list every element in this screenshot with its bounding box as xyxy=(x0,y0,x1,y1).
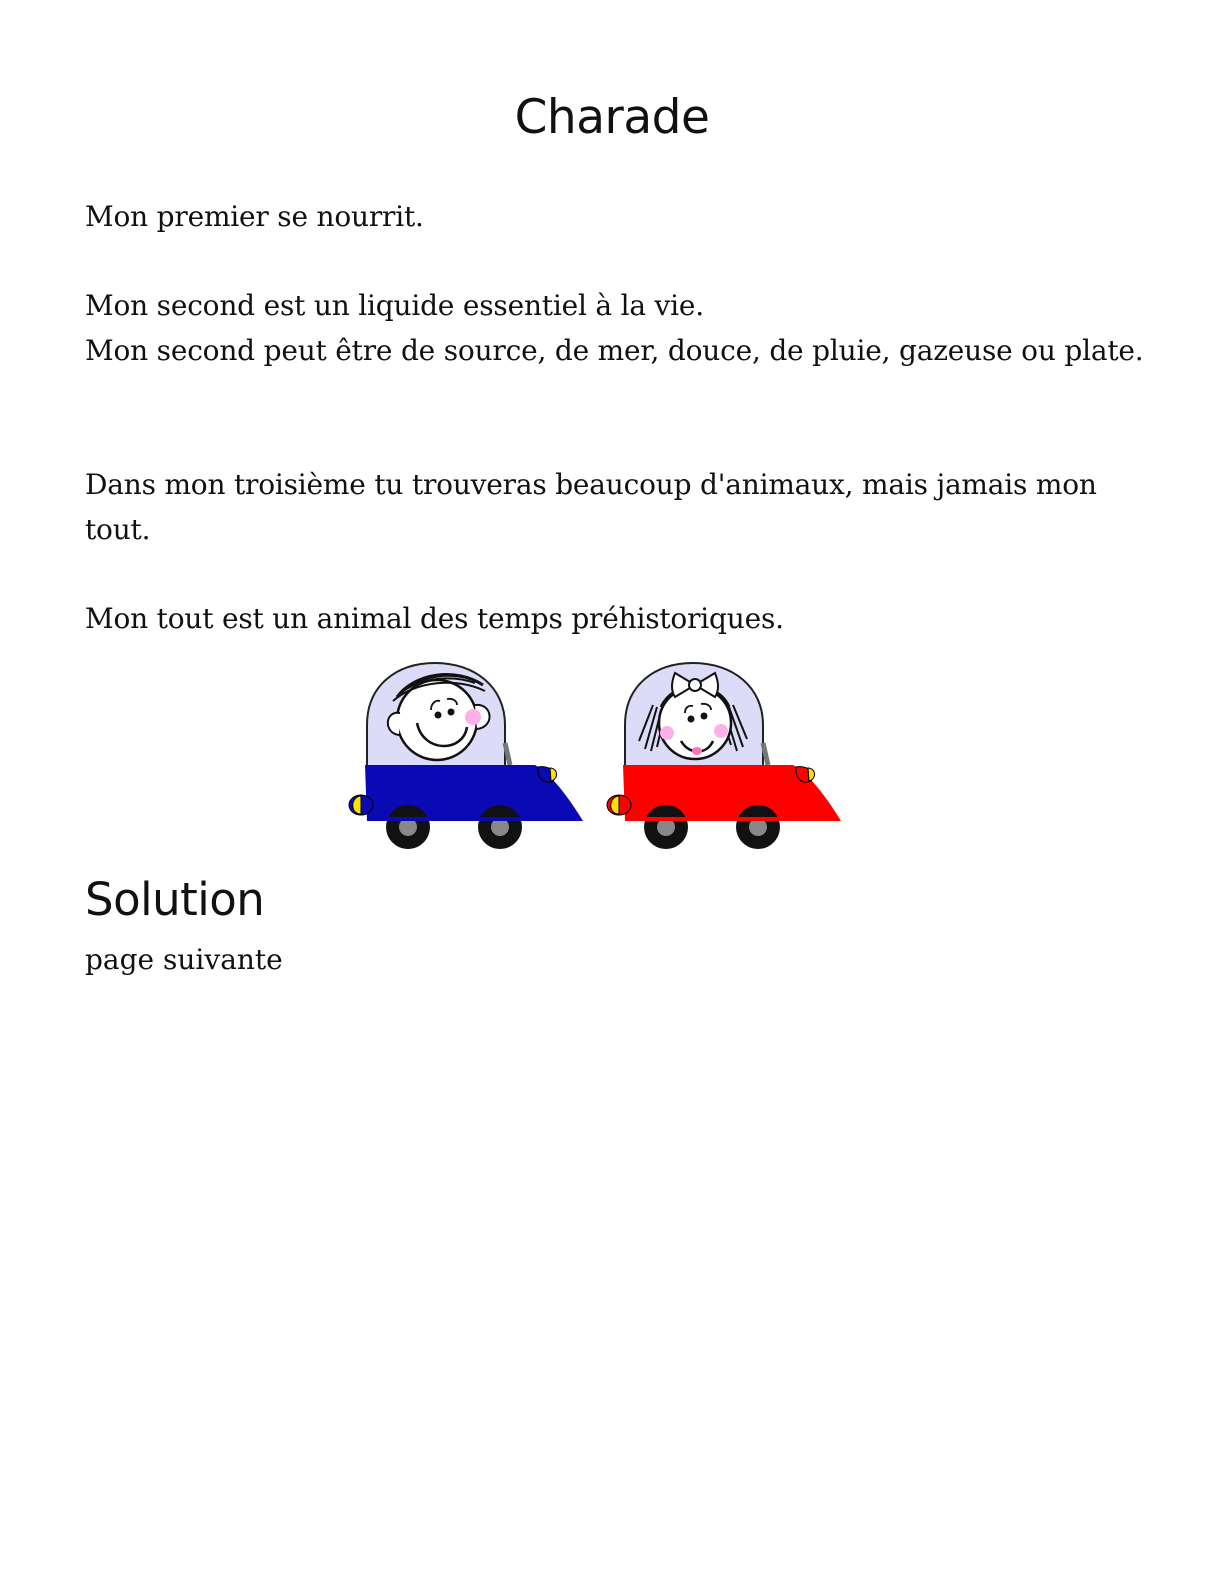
paragraph-troisieme: Dans mon troisième tu trouveras beaucoup d'animaux, mais jamais mon tout. xyxy=(85,468,1097,546)
cars-illustration xyxy=(345,655,845,855)
page-title: Charade xyxy=(514,90,710,145)
solution-heading: Solution xyxy=(85,873,265,926)
paragraph-premier: Mon premier se nourrit. xyxy=(85,200,424,233)
boy-car-illustration xyxy=(349,663,583,849)
solution-text: page suivante xyxy=(85,943,283,976)
paragraph-tout: Mon tout est un animal des temps préhistoriques. xyxy=(85,602,784,635)
girl-car-illustration xyxy=(607,663,841,849)
paragraph-second-2: Mon second peut être de source, de mer, douce, de pluie, gazeuse ou plate. xyxy=(85,334,1144,367)
paragraph-second-1: Mon second est un liquide essentiel à la vie. xyxy=(85,289,705,322)
